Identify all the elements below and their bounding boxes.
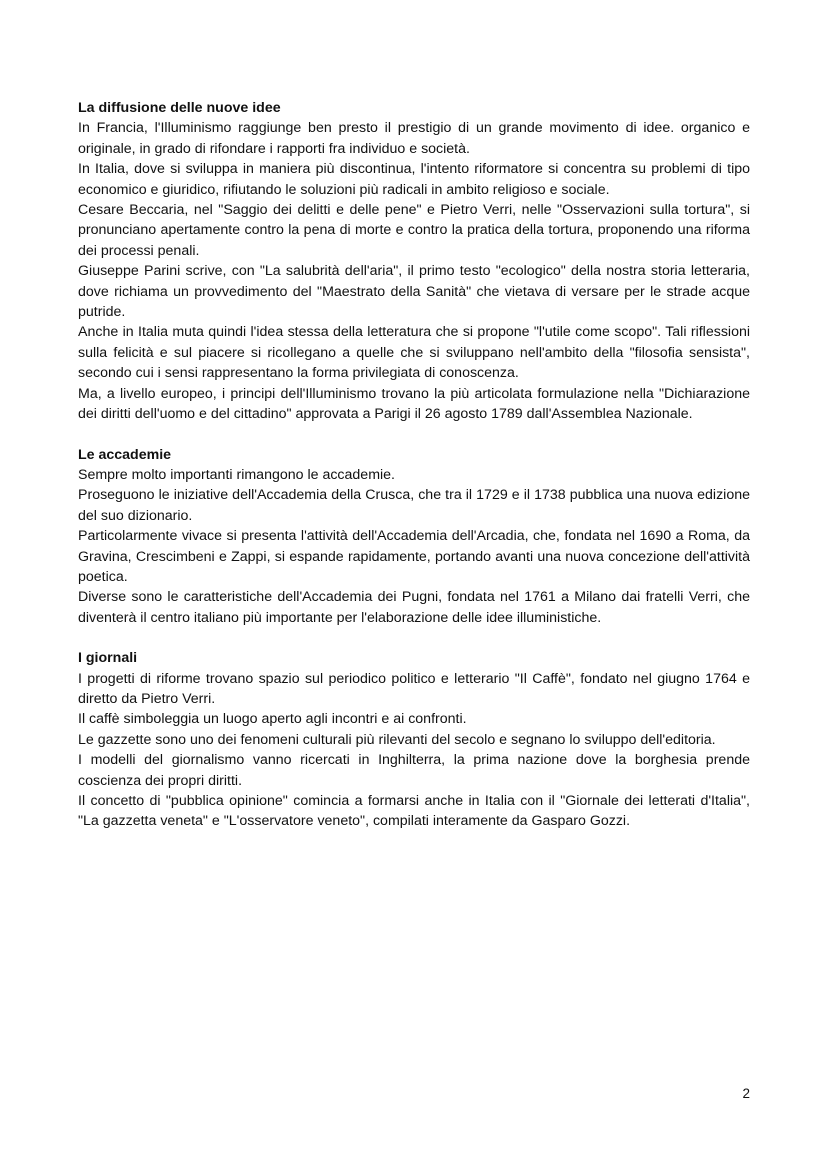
paragraph: Anche in Italia muta quindi l'idea stessa della letteratura che si propone "l'utile come scopo". Tali riflessioni sulla felicità e sul piacere si ricollegano a quelle che si sviluppano nell'ambito della "filosofia sensista", secondo cui i sensi rappresentano la forma privilegiata di conoscenza. bbox=[78, 324, 750, 382]
section-diffusione bbox=[78, 98, 750, 425]
paragraph: In Italia, dove si sviluppa in maniera più discontinua, l'intento riformatore si concentra su problemi di tipo economico e giuridico, rifiutando le soluzioni più radicali in ambito religioso e sociale. bbox=[78, 161, 750, 198]
section-heading: Le accademie bbox=[78, 446, 172, 463]
paragraph: Giuseppe Parini scrive, con "La salubrità dell'aria", il primo testo "ecologico" della nostra storia letteraria, dove richiama un provvedimento del "Maestrato della Sanità" che vietava di versare per le strade acque putride. bbox=[78, 263, 750, 321]
paragraph: Ma, a livello europeo, i principi dell'Illuminismo trovano la più articolata formulazione nella "Dichiarazione dei diritti dell'uomo e del cittadino" approvata a Parigi il 26 agosto 1789 dall'Assemblea Nazionale. bbox=[78, 385, 750, 423]
section-accademie bbox=[78, 445, 750, 629]
paragraph: Le gazzette sono uno dei fenomeni culturali più rilevanti del secolo e segnano lo sviluppo dell'editoria. bbox=[78, 731, 716, 748]
paragraph: Diverse sono le caratteristiche dell'Accademia dei Pugni, fondata nel 1761 a Milano dai fratelli Verri, che diventerà il centro italiano più importante per l'elaborazione delle idee illuministiche. bbox=[78, 589, 750, 626]
paragraph: I modelli del giornalismo vanno ricercati in Inghilterra, la prima nazione dove la borghesia prende coscienza dei propri diritti. bbox=[78, 752, 750, 789]
document-page bbox=[78, 98, 750, 852]
section-heading: La diffusione delle nuove idee bbox=[78, 100, 281, 116]
paragraph: Sempre molto importanti rimangono le accademie. bbox=[78, 466, 396, 483]
paragraph: In Francia, l'Illuminismo raggiunge ben presto il prestigio di un grande movimento di idee. organico e originale, in grado di rifondare i rapporti fra individuo e società. bbox=[78, 120, 750, 157]
paragraph: Il caffè simboleggia un luogo aperto agli incontri e ai confronti. bbox=[78, 711, 467, 728]
page-number: 2 bbox=[742, 1086, 750, 1101]
paragraph: Proseguono le iniziative dell'Accademia della Crusca, che tra il 1729 e il 1738 pubblica una nuova edizione del suo dizionario. bbox=[78, 487, 750, 524]
paragraph: I progetti di riforme trovano spazio sul periodico politico e letterario "Il Caffè", fondato nel giugno 1764 e diretto da Pietro Verri. bbox=[78, 670, 750, 707]
section-heading: I giornali bbox=[78, 650, 138, 667]
paragraph: Particolarmente vivace si presenta l'attività dell'Accademia dell'Arcadia, che, fondata nel 1690 a Roma, da Gravina, Crescimbeni e Zappi, si espande rapidamente, portando avanti una nuova concezione dell'attività poetica. bbox=[78, 528, 750, 585]
section-giornali bbox=[78, 648, 750, 832]
paragraph: Cesare Beccaria, nel "Saggio dei delitti e delle pene" e Pietro Verri, nelle "Osservazioni sulla tortura", si pronunciano apertamente contro la pena di morte e contro la pratica della tortura, proponendo una riforma dei processi penali. bbox=[78, 202, 750, 259]
paragraph: Il concetto di "pubblica opinione" comincia a formarsi anche in Italia con il "Giornale dei letterati d'Italia", "La gazzetta veneta" e "L'osservatore veneto", compilati interamente da Gasparo Gozzi. bbox=[78, 793, 750, 830]
